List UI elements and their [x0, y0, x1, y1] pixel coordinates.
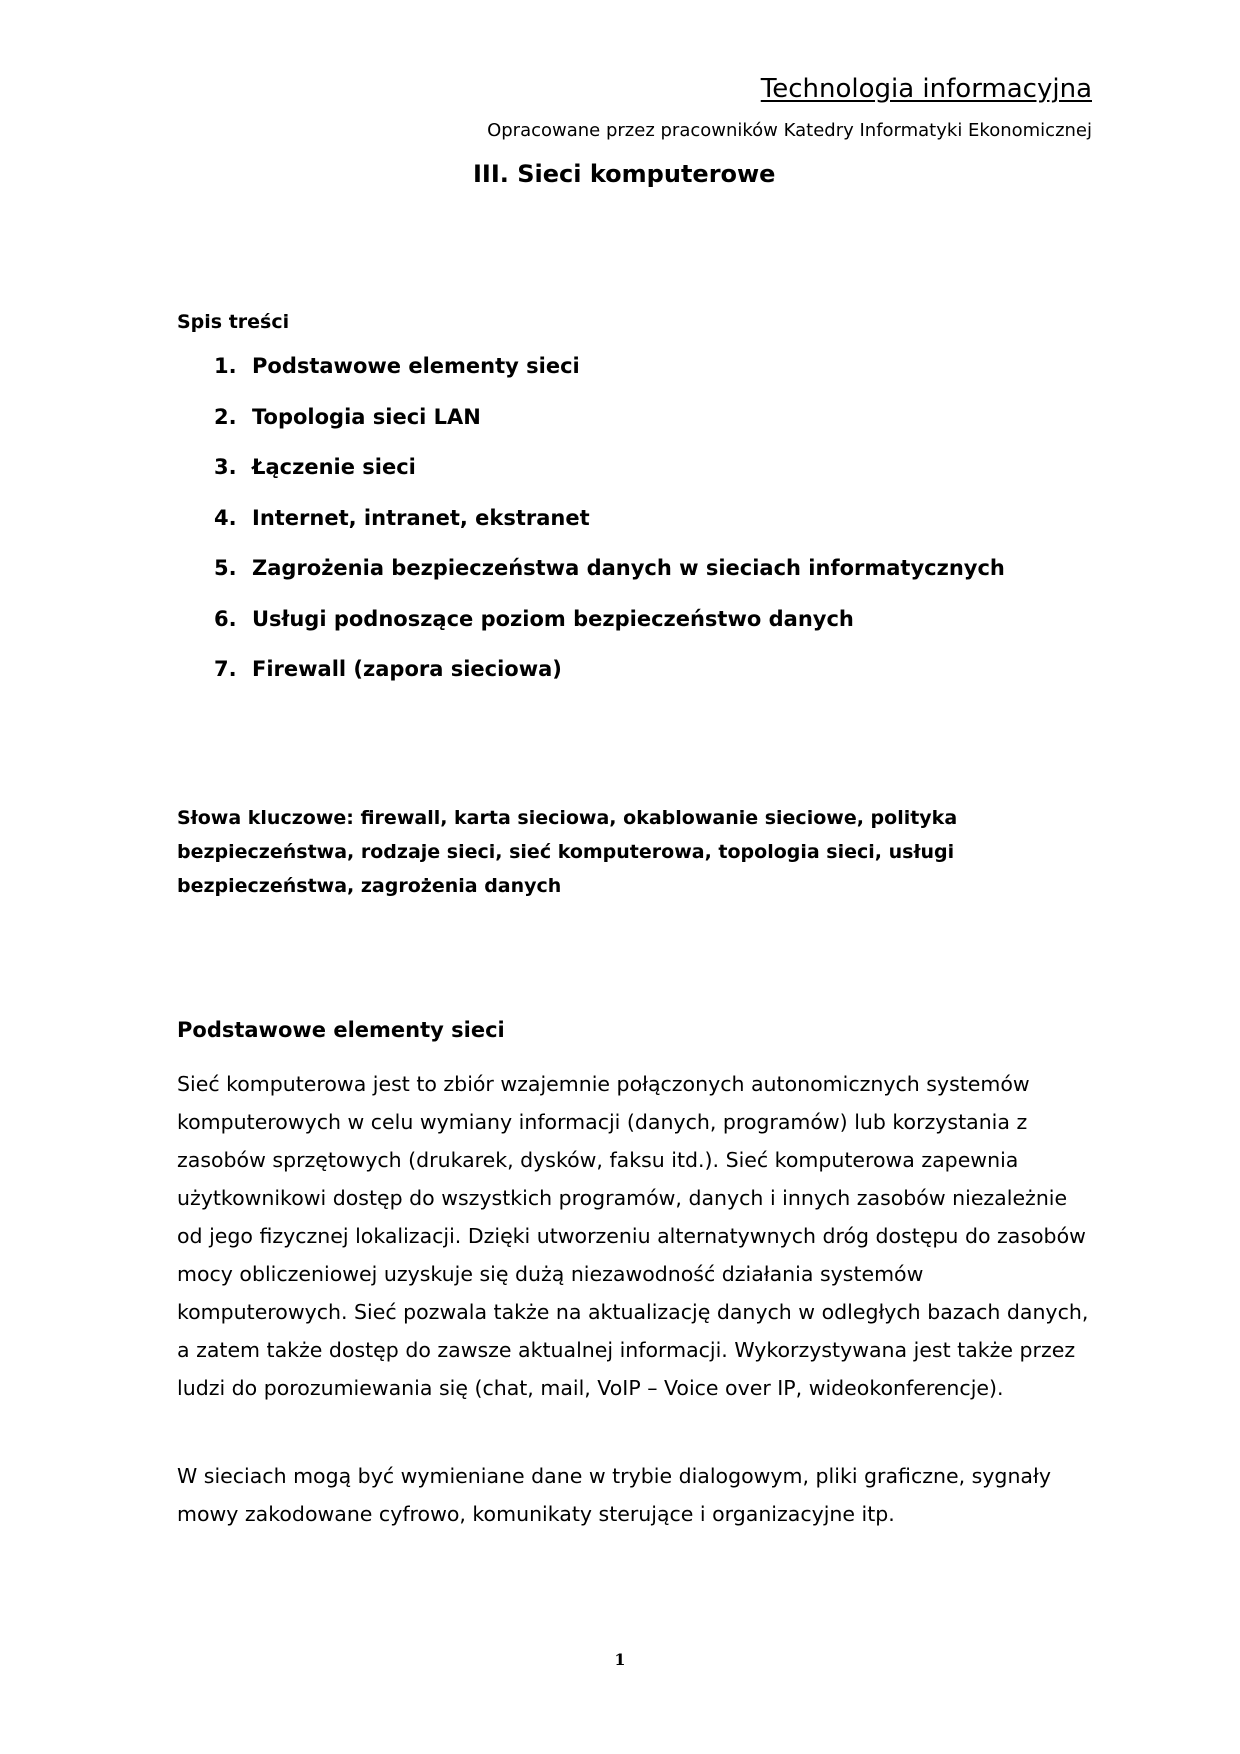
chapter-title: III. Sieci komputerowe	[473, 160, 776, 188]
table-of-contents	[214, 354, 1005, 708]
toc-item	[214, 556, 1005, 607]
toc-item-number: 1.	[214, 354, 237, 378]
toc-item-number: 7.	[214, 657, 237, 681]
document-header-title: Technologia informacyjna	[760, 74, 1092, 104]
toc-item-label: Usługi podnoszące poziom bezpieczeństwo danych	[252, 606, 854, 631]
toc-item	[214, 506, 1005, 557]
toc-item	[214, 455, 1005, 506]
page-number: 1	[614, 1650, 626, 1669]
toc-heading: Spis treści	[177, 311, 290, 333]
toc-item-number: 3.	[214, 455, 237, 479]
toc-item	[214, 657, 1005, 708]
toc-item	[214, 607, 1005, 658]
document-header-subtitle: Opracowane przez pracowników Katedry Informatyki Ekonomicznej	[487, 120, 1092, 141]
toc-item-label: Internet, intranet, ekstranet	[252, 505, 590, 530]
toc-item-label: Topologia sieci LAN	[252, 404, 481, 429]
toc-item-number: 2.	[214, 404, 237, 429]
toc-item	[214, 405, 1005, 456]
body-paragraph: Sieć komputerowa jest to zbiór wzajemnie połączonych autonomicznych systemów komputerowych w celu wymiany informacji (danych, programów) lub korzystania z zasobów sprzętowych (drukarek, dysków, faksu itd.). Sieć komputerowa zapewnia użytkownikowi dostęp do wszystkich programów, danych i innych zasobów niezależnie od jego fizycznej lokalizacji. Dzięki utworzeniu alternatywnych dróg dostępu do zasobów mocy obliczeniowej uzyskuje się dużą niezawodność działania systemów komputerowych. Sieć pozwala także na aktualizację danych w odległych bazach danych, a zatem także dostęp do zawsze aktualnej informacji. Wykorzystywana jest także przez ludzi do porozumiewania się (chat, mail, VoIP – Voice over IP, wideokonferencje).	[177, 1072, 1089, 1400]
toc-item-label: Łączenie sieci	[252, 455, 416, 479]
toc-item-number: 4.	[214, 505, 237, 530]
toc-item-number: 5.	[214, 556, 237, 580]
toc-item-label: Zagrożenia bezpieczeństwa danych w sieciach informatycznych	[252, 556, 1005, 580]
section-heading: Podstawowe elementy sieci	[177, 1018, 505, 1042]
toc-item-number: 6.	[214, 606, 237, 631]
toc-item-label: Firewall (zapora sieciowa)	[252, 657, 562, 681]
body-paragraph: W sieciach mogą być wymieniane dane w trybie dialogowym, pliki graficzne, sygnały mowy zakodowane cyfrowo, komunikaty sterujące i organizacyjne itp.	[177, 1464, 1051, 1526]
keywords-paragraph: Słowa kluczowe: firewall, karta sieciowa, okablowanie sieciowe, polityka bezpieczeństwa, rodzaje sieci, sieć komputerowa, topologia sieci, usługi bezpieczeństwa, zagrożenia danych	[177, 807, 958, 897]
toc-item-label: Podstawowe elementy sieci	[252, 354, 580, 378]
toc-item	[214, 354, 1005, 405]
